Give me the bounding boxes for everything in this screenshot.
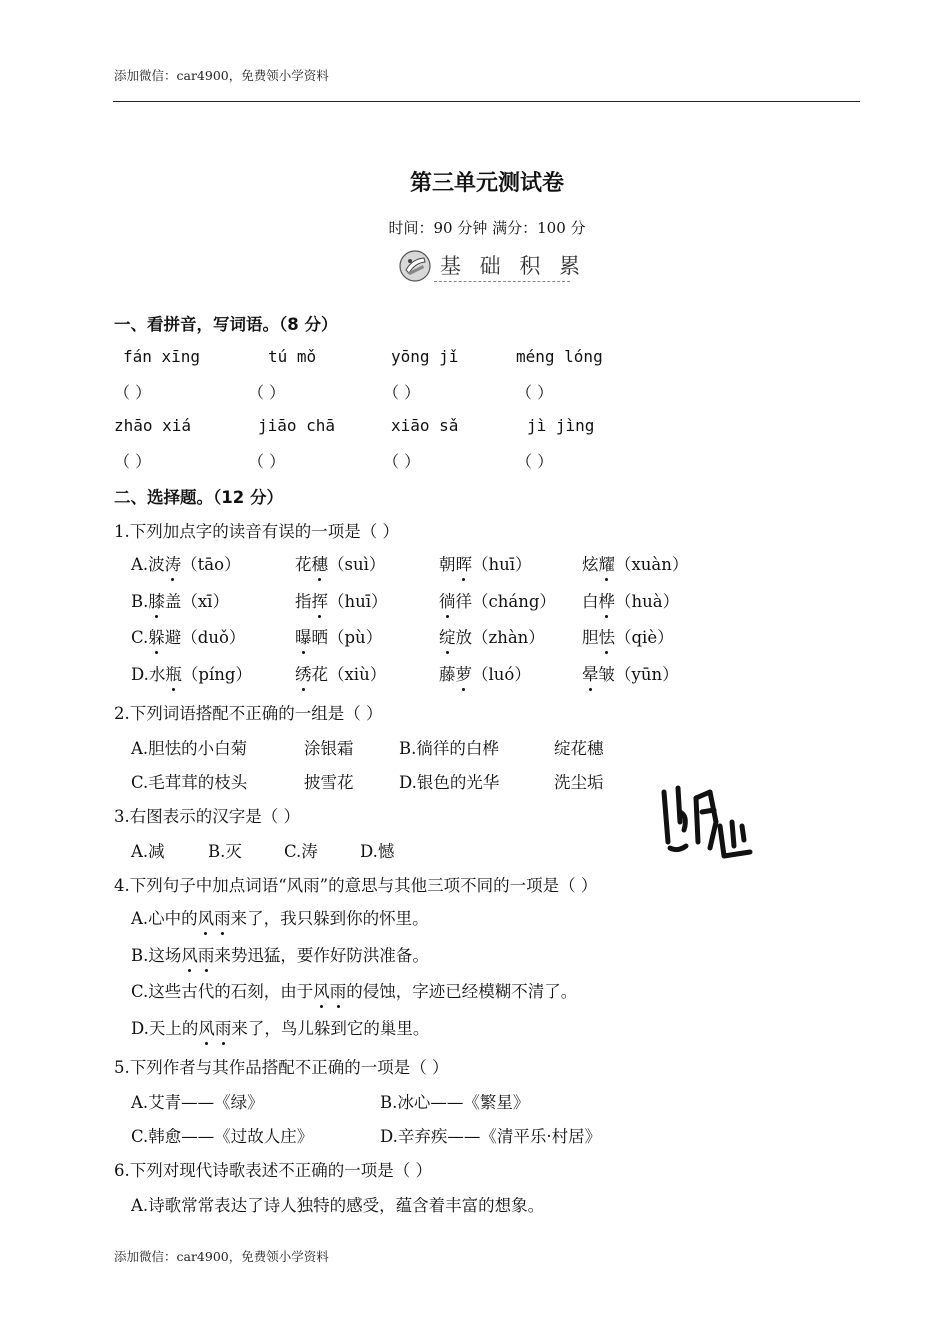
q2-option: 洗尘垢: [554, 773, 604, 792]
q1-option-d-word4: 晕皱（yūn）: [582, 661, 679, 685]
banner-underline: [434, 281, 570, 282]
q5-option: A.艾青——《绿》: [131, 1093, 264, 1112]
q4-option-d: D.天上的风雨来了，鸟儿躲到它的巢里。: [131, 1015, 429, 1039]
book-stamp-icon: [398, 249, 432, 283]
dotted-char: 风: [181, 942, 198, 966]
dotted-char: 雨: [330, 978, 347, 1002]
dotted-char: 雨: [214, 905, 231, 929]
q5-stem: 5.下列作者与其作品搭配不正确的一项是（ ）: [114, 1058, 449, 1077]
dotted-char: 怯: [599, 624, 616, 648]
q2-option: C.毛茸茸的枝头: [131, 773, 248, 792]
footer-note: 添加微信：car4900，免费领小学资料: [114, 1249, 329, 1264]
exam-meta: 时间：90 分钟 满分：100 分: [388, 219, 586, 237]
q1-option-b: B.膝盖（xī）: [131, 588, 229, 612]
answer-blank[interactable]: （ ）: [516, 383, 554, 402]
part1-heading: 一、看拼音，写词语。（8 分）: [114, 315, 338, 334]
pinyin-3: yōng jǐ: [391, 347, 459, 366]
q4-stem: 4.下列句子中加点词语“风雨”的意思与其他三项不同的一项是（ ）: [114, 876, 598, 895]
header-note: 添加微信：car4900，免费领小学资料: [114, 68, 329, 83]
q1-option-d: D.水瓶（píng）: [131, 661, 252, 685]
dotted-char: 风: [313, 978, 330, 1002]
dotted-char: 穗: [312, 551, 329, 575]
answer-blank[interactable]: （ ）: [114, 383, 152, 402]
q1-stem: 1.下列加点字的读音有误的一项是（ ）: [114, 522, 399, 541]
q2-option: 披雪花: [304, 773, 354, 792]
q1-option-b-word3: 徜徉（cháng）: [439, 588, 556, 612]
pinyin-6: jiāo chā: [258, 416, 336, 435]
q3-option: D.憾: [360, 842, 395, 861]
q4-option-c: C.这些古代的石刻，由于风雨的侵蚀，字迹已经模糊不清了。: [131, 978, 577, 1002]
q1-option-b-word4: 白桦（huà）: [582, 588, 679, 612]
q2-stem: 2.下列词语搭配不正确的一组是（ ）: [114, 704, 383, 723]
page-title: 第三单元测试卷: [409, 171, 564, 196]
q5-option: C.韩愈——《过故人庄》: [131, 1127, 314, 1146]
pinyin-4: méng lóng: [516, 347, 603, 366]
q5-option: B.冰心——《繁星》: [380, 1093, 530, 1112]
dotted-char: 雨: [215, 1015, 232, 1039]
dotted-char: 桦: [599, 588, 616, 612]
dotted-char: 徜: [439, 588, 456, 612]
answer-blank[interactable]: （ ）: [516, 452, 554, 471]
pinyin-1: fán xīng: [123, 347, 201, 366]
pinyin-5: zhāo xiá: [114, 416, 192, 435]
q6-option: A.诗歌常常表达了诗人独特的感受，蕴含着丰富的想象。: [131, 1196, 545, 1215]
dotted-char: 绣: [295, 661, 312, 685]
section-banner: 基 础 积 累: [440, 254, 587, 278]
dotted-char: 瓶: [165, 661, 182, 685]
q1-option-c-word3: 绽放（zhàn）: [439, 624, 545, 648]
part2-heading: 二、选择题。（12 分）: [114, 488, 283, 507]
q1-option-a: A.波涛（tāo）: [131, 551, 241, 575]
q1-option-c-word4: 胆怯（qiè）: [582, 624, 674, 648]
answer-blank[interactable]: （ ）: [383, 452, 421, 471]
q3-option: B.灭: [208, 842, 242, 861]
q1-option-d-word2: 绣花（xiù）: [295, 661, 386, 685]
q2-option: 涂银霜: [304, 739, 354, 758]
q1-option-a-word3: 朝晖（huī）: [439, 551, 532, 575]
q5-option: D.辛弃疾——《清平乐·村居》: [380, 1127, 602, 1146]
answer-blank[interactable]: （ ）: [114, 452, 152, 471]
dotted-char: 晕: [582, 661, 599, 685]
dotted-char: 萝: [456, 661, 473, 685]
q3-option: C.涛: [284, 842, 318, 861]
dotted-char: 耀: [599, 551, 616, 575]
dotted-char: 挥: [312, 588, 329, 612]
dotted-char: 晖: [456, 551, 473, 575]
header-rule: [113, 101, 860, 102]
dotted-char: 膝: [148, 588, 165, 612]
q4-option-a: A.心中的风雨来了，我只躲到你的怀里。: [131, 905, 429, 929]
q6-stem: 6.下列对现代诗歌表述不正确的一项是（ ）: [114, 1161, 432, 1180]
dotted-char: 绽: [439, 624, 456, 648]
dotted-char: 雨: [198, 942, 215, 966]
q2-option: B.徜徉的白桦: [399, 739, 499, 758]
q4-option-b: B.这场风雨来势迅猛，要作好防洪准备。: [131, 942, 429, 966]
q1-option-b-word2: 指挥（huī）: [295, 588, 388, 612]
dotted-char: 躲: [148, 624, 165, 648]
dotted-char: 风: [198, 905, 215, 929]
q1-option-c-word2: 曝晒（pù）: [295, 624, 382, 648]
pinyin-7: xiāo sǎ: [391, 416, 459, 435]
q1-option-c: C.躲避（duǒ）: [131, 624, 245, 648]
answer-blank[interactable]: （ ）: [248, 383, 286, 402]
q3-stem: 3.右图表示的汉字是（ ）: [114, 807, 300, 826]
answer-blank[interactable]: （ ）: [383, 383, 421, 402]
pinyin-8: jì jìng: [527, 416, 595, 435]
q2-option: 绽花穗: [554, 739, 604, 758]
dotted-char: 曝: [295, 624, 312, 648]
q3-option: A.减: [131, 842, 165, 861]
ancient-character-figure: [658, 782, 758, 864]
q1-option-a-word4: 炫耀（xuàn）: [582, 551, 688, 575]
answer-blank[interactable]: （ ）: [248, 452, 286, 471]
dotted-char: 涛: [165, 551, 182, 575]
q1-option-d-word3: 藤萝（luó）: [439, 661, 531, 685]
dotted-char: 风: [198, 1015, 215, 1039]
pinyin-2: tú mǒ: [268, 347, 317, 366]
q2-option: D.银色的光华: [399, 773, 500, 792]
q1-option-a-word2: 花穗（suì）: [295, 551, 385, 575]
q2-option: A.胆怯的小白菊: [131, 739, 248, 758]
